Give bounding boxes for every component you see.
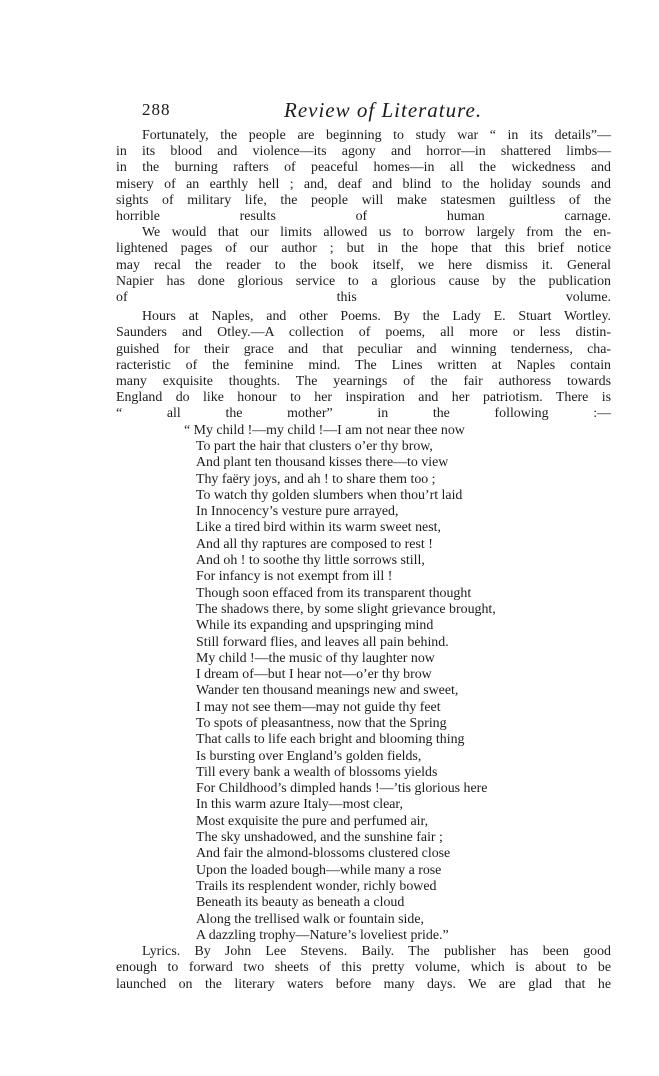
poem-line: Is bursting over England’s golden fields, [196,748,422,764]
page-number: 288 [142,100,171,119]
poem-line: I dream of—but I hear not—o’er thy brow [196,667,432,683]
poem-quotation [184,423,611,945]
text-line: enough to forward two sheets of this pretty volume, which is about to be [116,960,611,976]
text-line: Hours at Naples, and other Poems. By the Lady E. Stuart Wortley. [142,309,611,325]
poem-line: And plant ten thousand kisses there—to view [196,455,449,471]
text-line: launched on the literary waters before many days. We are glad that he [116,976,611,992]
text-line: in the burning rafters of peaceful homes—in all the wickedness and [116,160,611,176]
poem-line: For Childhood’s dimpled hands !—’tis glorious here [196,781,488,797]
page-body [116,128,611,993]
poem-line: Most exquisite the pure and perfumed air, [196,813,429,829]
text-line: guished for their grace and that peculiar and winning tenderness, cha- [116,341,611,357]
text-line: may recal the reader to the book itself, we here dismiss it. General [116,257,611,273]
poem-line: I may not see them—may not guide thy feet [196,699,441,715]
poem-line: That calls to life each bright and blooming thing [196,732,465,748]
text-line: of this volume. [116,290,611,306]
text-line: in its blood and violence—its agony and horror—in shattered limbs— [116,144,611,160]
poem-line: Like a tired bird within its warm sweet nest, [196,520,441,536]
text-line: Saunders and Otley.—A collection of poems, all more or less distin- [116,325,611,341]
poem-line: Wander ten thousand meanings new and sweet, [196,683,459,699]
poem-line: Beneath its beauty as beneath a cloud [196,895,405,911]
text-line: Napier has done glorious service to a glorious cause by the publication [116,273,611,289]
poem-line: Still forward flies, and leaves all pain behind. [196,634,449,650]
poem-line: My child !—the music of thy laughter now [196,650,435,666]
running-title: Review of Literature. [284,98,483,122]
poem-line: To part the hair that clusters o’er thy brow, [196,438,433,454]
poem-line: The sky unshadowed, and the sunshine fair ; [196,830,443,846]
text-line: racteristic of the feminine mind. The Lines written at Naples contain [116,357,611,373]
poem-line: Upon the loaded bough—while many a rose [196,862,442,878]
poem-line: Though soon effaced from its transparent thought [196,585,472,601]
poem-line: A dazzling trophy—Nature’s loveliest pride.” [196,927,449,943]
text-line: misery of an earthly hell ; and, deaf and blind to the holiday sounds and [116,176,611,192]
poem-line: To spots of pleasantness, now that the Spring [196,716,447,731]
poem-line: And fair the almond-blossoms clustered close [196,846,451,862]
poem-line: To watch thy golden slumbers when thou’rt laid [196,487,463,503]
text-line: sights of military life, the people will make statesmen guiltless of the [116,192,611,208]
poem-line: Till every bank a wealth of blossoms yields [196,764,438,780]
poem-line: Along the trellised walk or fountain side, [196,911,424,927]
poem-line: “ My child !—my child !—I am not near thee now [184,422,465,438]
text-line: Lyrics. By John Lee Stevens. Baily. The publisher has been good [142,944,611,960]
poem-line: In Innocency’s vesture pure arrayed, [196,504,399,520]
poem-line: And all thy raptures are composed to rest ! [196,536,433,552]
paragraph-war-details [116,128,611,225]
text-line: Fortunately, the people are beginning to study war “ in its details”— [142,128,611,143]
poem-line: Trails its resplendent wonder, richly bowed [196,878,437,894]
poem-line: For infancy is not exempt from ill ! [196,569,393,585]
text-line: We would that our limits allowed us to borrow largely from the en- [142,225,611,241]
text-line: many exquisite thoughts. The yearnings of the fair authoress towards [116,374,611,390]
text-line: England do like honour to her inspiration and her patriotism. There is [116,390,611,406]
text-line: lightened pages of our author ; but in the hope that this brief notice [116,241,611,257]
paragraph-dismiss-review [116,225,611,306]
poem-line: In this warm azure Italy—most clear, [196,797,403,813]
text-line: horrible results of human carnage. [116,209,611,225]
poem-line: And oh ! to soothe thy little sorrows still, [196,553,425,569]
paragraph-lyrics [116,944,611,993]
poem-line: Thy faëry joys, and ah ! to share them too ; [196,471,436,487]
poem-line: While its expanding and upspringing mind [196,618,434,634]
paragraph-hours-at-naples [116,309,611,422]
text-line: “ all the mother” in the following :— [116,406,611,422]
poem-line: The shadows there, by some slight grievance brought, [196,601,496,617]
page-header [116,100,616,130]
